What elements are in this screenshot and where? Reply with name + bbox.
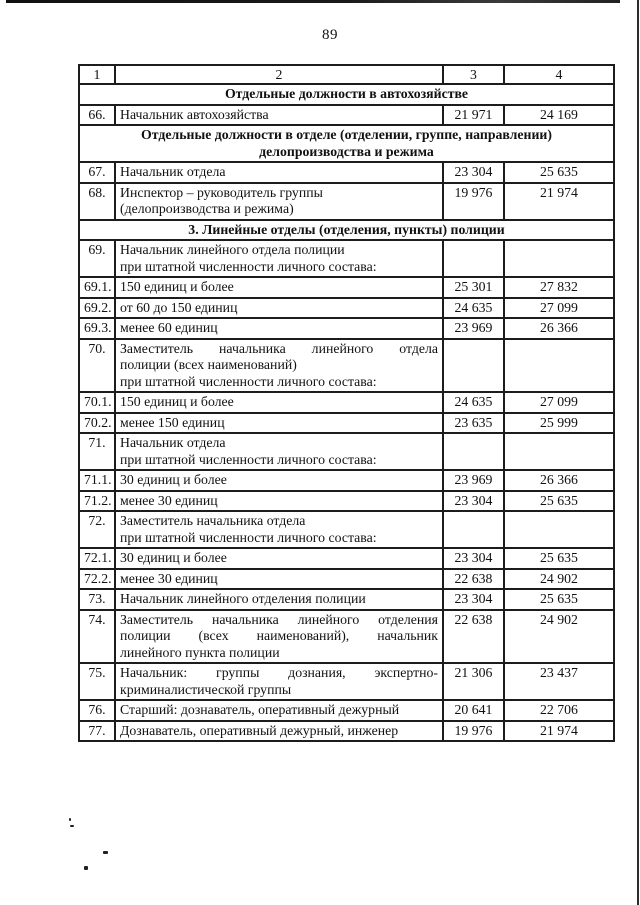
position-line: при штатной численности личного состава:: [120, 529, 377, 545]
position-line: Заместитель начальника линейного отделения: [120, 611, 438, 627]
cell-number: 70.2.: [79, 413, 115, 434]
position-line: линейного пункта полиции: [120, 644, 280, 660]
position-line: 30 единиц и более: [120, 550, 227, 565]
cell-number: 73.: [79, 589, 115, 610]
section-header-cell: [79, 125, 614, 162]
table-row: [79, 511, 614, 548]
cell-value-4: 21 974: [504, 183, 614, 220]
cell-value-3: [443, 511, 504, 548]
cell-number: 72.: [79, 511, 115, 548]
cell-value-3: 23 304: [443, 548, 504, 569]
cell-position: [115, 511, 443, 548]
cell-value-3: 19 976: [443, 183, 504, 220]
position-line: Дознаватель, оперативный дежурный, инженер: [120, 722, 399, 738]
page-number: 89: [322, 27, 338, 43]
table-row: [79, 491, 614, 512]
column-header-cell: 1: [79, 65, 115, 84]
table-row: [79, 105, 614, 126]
salary-table: [78, 64, 615, 742]
cell-number: 67.: [79, 162, 115, 183]
table-row: [79, 162, 614, 183]
cell-number: 70.: [79, 339, 115, 393]
cell-position: [115, 569, 443, 590]
cell-value-3: 20 641: [443, 700, 504, 721]
cell-position: [115, 700, 443, 721]
position-line: полиции (всех наименований): [120, 357, 297, 372]
table-row: [79, 277, 614, 298]
position-line: Начальник: группы дознания, экспертно-: [120, 665, 438, 680]
position-line: менее 150 единиц: [120, 414, 225, 430]
cell-number: 70.1.: [79, 392, 115, 413]
position-line: Начальник отдела: [120, 435, 226, 450]
cell-position: [115, 183, 443, 220]
cell-value-4: 23 437: [504, 663, 614, 700]
cell-value-3: [443, 433, 504, 470]
position-line: Начальник линейного отдела полиции: [120, 242, 345, 257]
cell-value-4: 24 169: [504, 105, 614, 126]
cell-number: 68.: [79, 183, 115, 220]
cell-value-4: 24 902: [504, 569, 614, 590]
cell-position: [115, 589, 443, 610]
cell-value-4: 26 366: [504, 318, 614, 339]
position-line: Заместитель начальника отдела: [120, 513, 306, 528]
section-header-line: 3. Линейные отделы (отделения, пункты) полиции: [188, 221, 505, 237]
scan-speck: [69, 818, 71, 821]
scan-edge-top: [6, 0, 620, 3]
section-header-line: Отдельные должности в отделе (отделении, группе, направлении): [141, 127, 552, 142]
cell-value-3: 21 306: [443, 663, 504, 700]
column-header-row: [79, 65, 614, 84]
cell-value-4: [504, 511, 614, 548]
table-row: [79, 392, 614, 413]
cell-value-4: 27 099: [504, 298, 614, 319]
position-line: при штатной численности личного состава:: [120, 373, 377, 389]
cell-number: 72.2.: [79, 569, 115, 590]
cell-value-3: 23 304: [443, 491, 504, 512]
section-row: [79, 84, 614, 105]
position-line: Заместитель начальника линейного отдела: [120, 340, 438, 356]
position-line: Начальник отдела: [120, 164, 226, 179]
cell-value-3: 23 304: [443, 162, 504, 183]
table-row: [79, 589, 614, 610]
cell-value-3: 22 638: [443, 610, 504, 664]
position-line: менее 60 единиц: [120, 320, 218, 335]
table-row: [79, 569, 614, 590]
scan-edge-right: [637, 0, 639, 905]
column-header-cell: 4: [504, 65, 614, 84]
cell-position: [115, 105, 443, 126]
cell-number: 69.2.: [79, 298, 115, 319]
cell-value-4: 25 635: [504, 589, 614, 610]
table-row: [79, 413, 614, 434]
cell-number: 75.: [79, 663, 115, 700]
section-row: [79, 220, 614, 241]
table-row: [79, 663, 614, 700]
cell-position: [115, 392, 443, 413]
cell-value-4: 27 099: [504, 392, 614, 413]
cell-value-3: 23 969: [443, 318, 504, 339]
cell-value-4: [504, 339, 614, 393]
position-line: от 60 до 150 единиц: [120, 299, 238, 315]
section-header-cell: [79, 84, 614, 105]
section-header-cell: [79, 220, 614, 241]
section-header-line: Отдельные должности в автохозяйстве: [224, 86, 469, 101]
position-line: криминалистической группы: [120, 681, 292, 697]
cell-position: [115, 240, 443, 277]
cell-number: 71.2.: [79, 491, 115, 512]
table-row: [79, 339, 614, 393]
position-line: при штатной численности личного состава:: [120, 451, 377, 467]
cell-number: 72.1.: [79, 548, 115, 569]
cell-position: [115, 663, 443, 700]
cell-value-3: 23 304: [443, 589, 504, 610]
scan-speck: [84, 866, 88, 870]
cell-value-3: 21 971: [443, 105, 504, 126]
table-row: [79, 318, 614, 339]
table-row: [79, 298, 614, 319]
cell-value-4: 22 706: [504, 700, 614, 721]
cell-value-3: 25 301: [443, 277, 504, 298]
table-row: [79, 470, 614, 491]
cell-number: 71.: [79, 433, 115, 470]
position-line: 30 единиц и более: [120, 472, 227, 487]
table-row: [79, 700, 614, 721]
cell-value-4: 26 366: [504, 470, 614, 491]
cell-position: [115, 470, 443, 491]
cell-number: 76.: [79, 700, 115, 721]
cell-number: 74.: [79, 610, 115, 664]
cell-value-3: [443, 240, 504, 277]
position-line: Начальник автохозяйства: [120, 106, 269, 122]
cell-position: [115, 339, 443, 393]
scan-speck: [103, 851, 108, 854]
cell-position: [115, 610, 443, 664]
position-line: полиции (всех наименований), начальник: [120, 628, 438, 643]
salary-table-body: [79, 65, 614, 741]
table-row: [79, 183, 614, 220]
table-row: [79, 433, 614, 470]
cell-value-3: [443, 339, 504, 393]
position-line: менее 30 единиц: [120, 570, 218, 586]
table-row: [79, 240, 614, 277]
cell-position: [115, 298, 443, 319]
position-line: при штатной численности личного состава:: [120, 258, 377, 274]
table-row: [79, 548, 614, 569]
cell-position: [115, 318, 443, 339]
cell-value-4: 25 635: [504, 548, 614, 569]
cell-number: 69.: [79, 240, 115, 277]
position-line: Инспектор – руководитель группы: [120, 184, 323, 200]
cell-position: [115, 162, 443, 183]
cell-value-4: [504, 433, 614, 470]
column-header-cell: 2: [115, 65, 443, 84]
cell-number: 71.1.: [79, 470, 115, 491]
cell-value-3: 24 635: [443, 392, 504, 413]
cell-number: 69.1.: [79, 277, 115, 298]
column-header-cell: 3: [443, 65, 504, 84]
cell-value-4: 25 635: [504, 162, 614, 183]
scan-speck: [70, 825, 74, 827]
position-line: Старший: дознаватель, оперативный дежурный: [120, 702, 400, 717]
section-row: [79, 125, 614, 162]
cell-value-3: 23 969: [443, 470, 504, 491]
table-row: [79, 721, 614, 742]
cell-position: [115, 721, 443, 742]
cell-value-3: 23 635: [443, 413, 504, 434]
table-row: [79, 610, 614, 664]
section-header-line: делопроизводства и режима: [259, 143, 434, 159]
cell-value-4: 24 902: [504, 610, 614, 664]
cell-position: [115, 548, 443, 569]
position-line: 150 единиц и более: [120, 279, 234, 294]
cell-value-4: 27 832: [504, 277, 614, 298]
cell-value-3: 22 638: [443, 569, 504, 590]
cell-value-4: 21 974: [504, 721, 614, 742]
cell-value-3: 19 976: [443, 721, 504, 742]
cell-number: 69.3.: [79, 318, 115, 339]
position-line: (делопроизводства и режима): [120, 201, 294, 216]
position-line: менее 30 единиц: [120, 492, 218, 508]
cell-position: [115, 433, 443, 470]
position-line: Начальник линейного отделения полиции: [120, 591, 366, 606]
position-line: 150 единиц и более: [120, 394, 234, 409]
cell-position: [115, 277, 443, 298]
cell-value-4: 25 999: [504, 413, 614, 434]
cell-value-4: [504, 240, 614, 277]
cell-value-3: 24 635: [443, 298, 504, 319]
cell-value-4: 25 635: [504, 491, 614, 512]
cell-position: [115, 413, 443, 434]
cell-number: 77.: [79, 721, 115, 742]
cell-position: [115, 491, 443, 512]
cell-number: 66.: [79, 105, 115, 126]
